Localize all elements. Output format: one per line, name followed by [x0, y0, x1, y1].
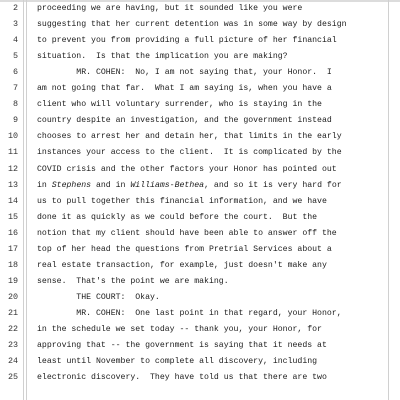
- transcript-line: [0, 64, 400, 81]
- transcript-line: [0, 305, 400, 322]
- transcript-line: [0, 353, 400, 370]
- line-text: [37, 64, 386, 81]
- text-segment: notion that my client should have been able to answer off the: [37, 228, 337, 238]
- line-number: 20: [7, 291, 18, 302]
- line-text: [37, 177, 386, 194]
- line-number: 22: [7, 324, 18, 334]
- text-segment: THE COURT: Okay.: [37, 292, 160, 302]
- line-text: [37, 112, 386, 129]
- transcript-line: [0, 369, 400, 386]
- transcript-line: [0, 225, 400, 242]
- line-text: [37, 369, 386, 386]
- line-text: [37, 16, 386, 33]
- text-segment: MR. COHEN: No, I am not saying that, your Honor. I: [37, 68, 332, 78]
- transcript-line: [0, 161, 400, 178]
- line-text: [37, 80, 386, 97]
- line-text: [37, 337, 386, 354]
- line-number: 23: [7, 340, 18, 351]
- line-text: [37, 0, 386, 17]
- text-segment: am not going that far. What I am saying is, when you have a: [37, 84, 332, 94]
- line-text: [37, 225, 386, 242]
- case-name-italic: Stephens: [51, 180, 92, 190]
- transcript-line: [0, 96, 400, 113]
- text-segment: COVID crisis and the other factors your Honor has pointed out: [37, 164, 337, 174]
- line-text: [37, 353, 386, 370]
- text-segment: done it as quickly as we could before the court. But the: [37, 212, 318, 222]
- transcript-line: [0, 257, 400, 274]
- line-number: 21: [7, 307, 18, 318]
- line-number: 12: [7, 163, 18, 174]
- line-text: [37, 48, 386, 65]
- line-number: 15: [7, 211, 18, 222]
- text-segment: chooses to arrest her and detain her, that limits in the early: [37, 132, 342, 142]
- text-segment: us to pull together this financial information, and we have: [37, 196, 327, 206]
- transcript-line: [0, 177, 400, 194]
- line-text: [37, 321, 386, 338]
- line-number: 4: [12, 35, 18, 46]
- line-text: [37, 96, 386, 113]
- case-name-italic: Williams-Bethea: [130, 180, 205, 190]
- line-number: 6: [12, 67, 18, 78]
- transcript-line: [0, 48, 400, 65]
- line-text: [37, 209, 386, 226]
- transcript-line: [0, 289, 400, 306]
- transcript-line: [0, 80, 400, 97]
- text-segment: in the schedule we set today -- thank you, your Honor, for: [37, 325, 322, 334]
- text-segment: situation. Is that the implication you are making?: [37, 52, 288, 62]
- line-text: [37, 161, 386, 178]
- text-segment: top of her head the questions from Pretrial Services about a: [37, 244, 332, 254]
- text-segment: real estate transaction, for example, just doesn't make any: [37, 260, 327, 270]
- line-text: [37, 273, 386, 290]
- text-segment: to prevent you from providing a full picture of her financial: [37, 36, 337, 46]
- text-segment: suggesting that her current detention was in some way by design: [37, 20, 347, 30]
- transcript-line: [0, 337, 400, 354]
- transcript-line: [0, 0, 400, 17]
- line-number: 3: [12, 19, 18, 30]
- line-number: 7: [12, 83, 18, 94]
- line-number: 11: [7, 147, 18, 158]
- line-number: 9: [12, 115, 18, 126]
- text-segment: MR. COHEN: One last point in that regard, your Honor,: [37, 308, 342, 318]
- text-segment: client who will voluntary surrender, who is staying in the: [37, 100, 322, 110]
- transcript-line: [0, 128, 400, 145]
- line-number: 16: [7, 227, 18, 238]
- text-segment: sense. That's the point we are making.: [37, 276, 229, 286]
- line-number: 2: [12, 3, 18, 13]
- text-segment: least until November to complete all discovery, including: [37, 357, 318, 367]
- transcript-line: [0, 112, 400, 129]
- transcript-line: [0, 241, 400, 258]
- line-number: 13: [7, 179, 18, 190]
- line-number: 25: [7, 372, 18, 383]
- line-text: [37, 128, 386, 145]
- line-number: 18: [7, 259, 18, 270]
- transcript-line: [0, 321, 400, 338]
- line-text: [37, 144, 386, 161]
- text-segment: , and so it is very hard for: [204, 180, 342, 190]
- text-segment: in: [37, 180, 52, 190]
- text-segment: electronic discovery. They have told us that there are two: [37, 373, 327, 383]
- line-number: 19: [7, 275, 18, 286]
- text-segment: and in: [91, 180, 131, 190]
- line-text: [37, 193, 386, 210]
- line-number: 8: [12, 99, 18, 110]
- line-number: 24: [7, 356, 18, 367]
- line-number: 17: [7, 243, 18, 254]
- line-number: 10: [7, 131, 18, 142]
- line-number: 14: [7, 195, 18, 206]
- text-segment: country despite an investigation, and the government instead: [37, 116, 332, 126]
- line-number: 5: [12, 51, 18, 62]
- transcript-line: [0, 32, 400, 49]
- transcript-line: [0, 16, 400, 33]
- transcript-line: [0, 144, 400, 161]
- line-text: [37, 257, 386, 274]
- line-text: [37, 241, 386, 258]
- transcript-line: [0, 209, 400, 226]
- line-text: [37, 32, 386, 49]
- transcript-line: [0, 193, 400, 210]
- transcript-line: [0, 273, 400, 290]
- text-segment: approving that -- the government is saying that it needs at: [37, 341, 327, 351]
- line-text: [37, 289, 386, 306]
- text-segment: proceeding we are having, but it sounded like you were: [37, 4, 303, 13]
- text-segment: instances your access to the client. It is complicated by the: [37, 148, 342, 158]
- line-text: [37, 305, 386, 322]
